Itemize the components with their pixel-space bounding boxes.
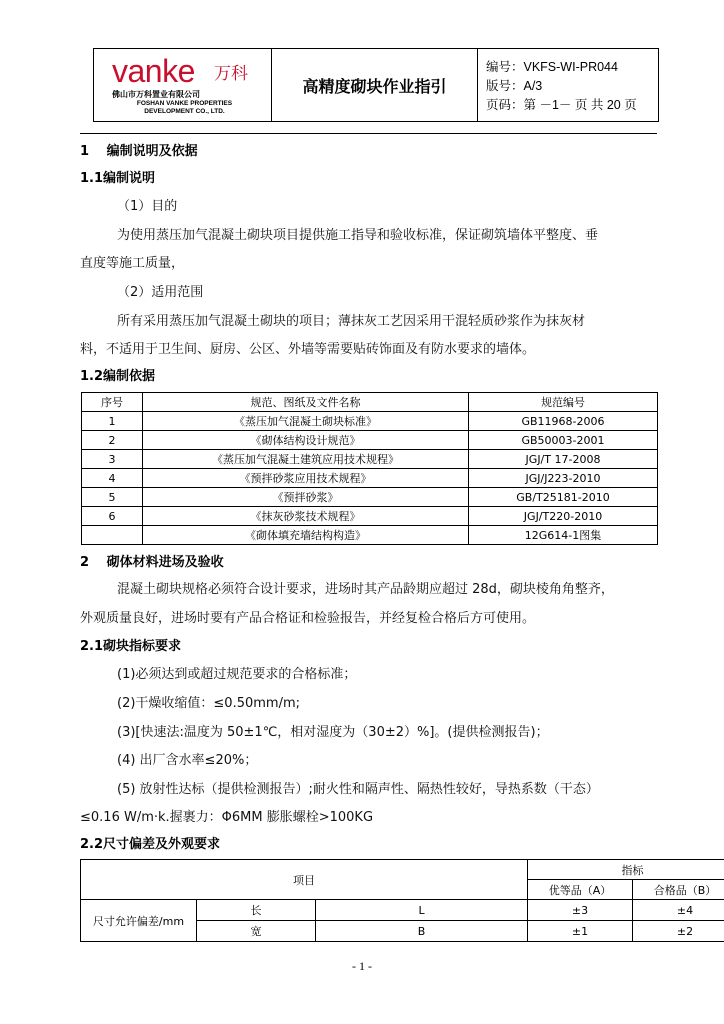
table-row [82,488,658,507]
dimension-table [80,859,724,942]
table-cell: 4 [82,469,143,488]
section-heading-2-1: 2.1砌块指标要求 [80,639,182,654]
document-version: 版号：A/3 [486,79,543,93]
table-cell: 宽 [197,921,316,942]
requirement-3: (3)[快速法:温度为 50±1℃，相对湿度为（30±2）%]。(提供检测报告)； [117,725,549,740]
requirement-1: (1)必须达到或超过规范要求的合格标准； [117,667,357,682]
purpose-line-1: 为使用蒸压加气混凝土砌块项目提供施工指导和验收标准，保证砌筑墙体平整度、垂 [117,228,599,243]
section-heading-1-1: 1.1编制说明 [80,171,156,186]
scope-line-2: 料，不适用于卫生间、厨房、公区、外墙等需要贴砖饰面及有防水要求的墙体。 [80,342,536,357]
table-cell: JGJ/J223-2010 [469,469,658,488]
table-row [82,450,658,469]
header-cell: 规范、图纸及文件名称 [143,393,469,412]
section-heading-2-2: 2.2尺寸偏差及外观要求 [80,837,221,852]
table-row [81,900,724,921]
scope-line-1: 所有采用蒸压加气混凝土砌块的项目；薄抹灰工艺因采用干混轻质砂浆作为抹灰材 [117,314,586,329]
company-name-cn: 佛山市万科置业有限公司 [112,90,200,99]
table-cell: ±3 [528,900,633,921]
table-cell: 《蒸压加气混凝土建筑应用技术规程》 [143,450,469,469]
table-cell: 《砌体填充墙结构构造》 [143,526,469,545]
table-cell: 2 [82,431,143,450]
table-cell: 《蒸压加气混凝土砌块标准》 [143,412,469,431]
requirement-5-line-2: ≤0.16 W/m·k.握裹力：Φ6MM 膨胀螺栓>100KG [80,810,374,825]
table-cell: JGJ/T220-2010 [469,507,658,526]
grade-a-header: 优等品（A） [528,880,633,900]
document-code: 编号：VKFS-WI-PR044 [486,60,618,74]
table-cell: 《预拌砂浆》 [143,488,469,507]
reference-table [81,392,658,545]
table-cell: 《砌体结构设计规范》 [143,431,469,450]
table-cell: 1 [82,412,143,431]
table-cell: JGJ/T 17-2008 [469,450,658,469]
section-2-line-1: 混凝土砌块规格必须符合设计要求，进场时其产品龄期应超过 28d，砌块棱角角整齐， [117,582,614,597]
table-cell: ±4 [633,900,724,921]
table-cell: 5 [82,488,143,507]
index-header: 指标 [528,860,724,880]
section-heading-2: 2 砌体材料进场及验收 [80,555,224,570]
table-cell: ±2 [633,921,724,942]
requirement-5-line-1: (5) 放射性达标（提供检测报告）;耐火性和隔声性、隔热性较好，导热系数（干态） [117,782,599,797]
table-cell: 《预拌砂浆应用技术规程》 [143,469,469,488]
table-cell: 《抹灰砂浆技术规程》 [143,507,469,526]
row-group-label: 尺寸允许偏差/mm [81,900,197,942]
grade-b-header: 合格品（B） [633,880,724,900]
document-meta [478,49,658,121]
purpose-line-2: 直度等施工质量， [80,256,185,271]
company-logo [94,49,272,121]
table-row [82,507,658,526]
table-cell: ±1 [528,921,633,942]
header-cell: 序号 [82,393,143,412]
logo-wordmark: vanke [112,53,195,89]
requirement-2: (2)干燥收缩值：≤0.50mm/m; [117,696,301,711]
purpose-label: （1）目的 [117,199,178,214]
section-heading-1: 1 编制说明及依据 [80,144,198,159]
item-header: 项目 [81,860,528,900]
table-header-row [81,860,724,880]
requirement-4: (4) 出厂含水率≤20%； [117,753,258,768]
table-cell: 12G614-1图集 [469,526,658,545]
document-header [93,48,659,122]
document-title: 高精度砌块作业指引 [272,49,478,121]
table-header-row [82,393,658,412]
table-cell: 长 [197,900,316,921]
table-row [82,469,658,488]
header-cell: 规范编号 [469,393,658,412]
section-heading-1-2: 1.2编制依据 [80,369,156,384]
table-cell: B [316,921,528,942]
table-cell: GB11968-2006 [469,412,658,431]
section-2-line-2: 外观质量良好，进场时要有产品合格证和检验报告，并经复检合格后方可使用。 [80,611,536,626]
table-cell: 6 [82,507,143,526]
page-indicator: 页码：第 －1－ 页 共 20 页 [486,98,637,112]
logo-chinese: 万科 [214,64,248,84]
table-cell [82,526,143,545]
table-cell: GB/T25181-2010 [469,488,658,507]
table-cell: 3 [82,450,143,469]
table-cell: GB50003-2001 [469,431,658,450]
table-cell: L [316,900,528,921]
page-footer: - 1 - [352,959,372,973]
table-row [82,412,658,431]
scope-label: （2）适用范围 [117,285,204,300]
header-divider [80,133,657,134]
table-row [82,431,658,450]
table-row [82,526,658,545]
company-name-en: FOSHAN VANKE PROPERTIES DEVELOPMENT CO., LTD. [136,100,233,115]
